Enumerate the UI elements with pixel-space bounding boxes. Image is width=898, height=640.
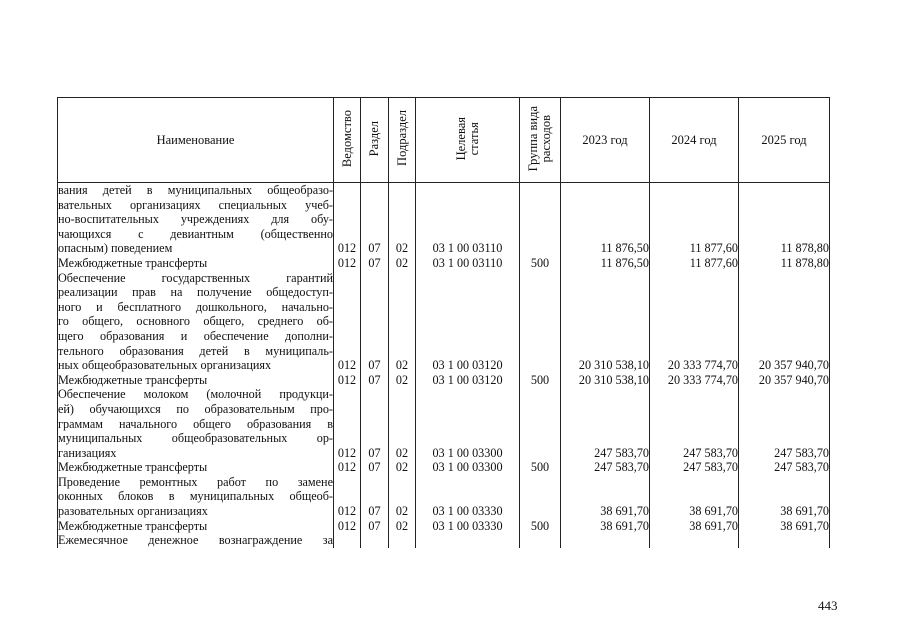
row-name: Ежемесячное денежное вознаграждение за	[58, 533, 333, 548]
row-name: Проведение ремонтных работ по замене оконных блоков в муниципальных общеоб- разовательных организациях	[58, 474, 333, 519]
row-gruppa-vida: 500	[520, 519, 561, 534]
row-celevaya-statya: 03 1 00 03330	[416, 519, 520, 534]
header-gruppa-vida-rashodov: Группа вида расходов	[520, 98, 561, 183]
header-2025: 2025 год	[739, 98, 830, 183]
table-row	[58, 183, 830, 256]
row-celevaya-statya	[416, 533, 520, 548]
table-row	[58, 460, 830, 475]
row-vedomstvo: 012	[334, 373, 361, 388]
row-razdel: 07	[361, 519, 389, 534]
row-gruppa-vida	[520, 475, 561, 519]
row-gruppa-vida	[520, 533, 561, 548]
row-value-2024: 20 333 774,70	[650, 271, 739, 373]
row-gruppa-vida: 500	[520, 460, 561, 475]
row-name: Обеспечение государственных гарантий реализации прав на получение общедоступ- ного и бесплатного дошкольного, начально- го общего, основного общего, среднего об- щего образования и обеспечение дополни- тельного образования детей в муниципаль- ных общеобразовательных организациях	[58, 270, 333, 373]
row-value-2023: 11 876,50	[561, 183, 650, 256]
row-podrazdel: 02	[389, 460, 416, 475]
row-vedomstvo: 012	[334, 271, 361, 373]
table-row	[58, 387, 830, 460]
row-value-2025	[739, 533, 830, 548]
row-gruppa-vida	[520, 271, 561, 373]
row-vedomstvo: 012	[334, 475, 361, 519]
row-value-2024: 38 691,70	[650, 519, 739, 534]
row-celevaya-statya: 03 1 00 03300	[416, 460, 520, 475]
row-name: Межбюджетные трансферты	[58, 373, 334, 388]
header-name: Наименование	[58, 98, 334, 183]
row-razdel: 07	[361, 256, 389, 271]
row-value-2025: 38 691,70	[739, 519, 830, 534]
row-value-2023: 20 310 538,10	[561, 271, 650, 373]
table-row	[58, 475, 830, 519]
row-value-2023: 11 876,50	[561, 256, 650, 271]
row-value-2025: 247 583,70	[739, 387, 830, 460]
row-razdel	[361, 533, 389, 548]
row-value-2025: 11 878,80	[739, 183, 830, 256]
row-razdel: 07	[361, 373, 389, 388]
row-celevaya-statya: 03 1 00 03110	[416, 183, 520, 256]
row-gruppa-vida: 500	[520, 256, 561, 271]
page-number: 443	[818, 598, 838, 613]
row-razdel: 07	[361, 475, 389, 519]
row-value-2023	[561, 533, 650, 548]
row-name: вания детей в муниципальных общеобразо- вательных организациях специальных учеб- но-воспитательных учреждениях для обу- чающихся с девиантным (общественно опасным) поведением	[58, 183, 333, 256]
table-row	[58, 271, 830, 373]
row-value-2023: 38 691,70	[561, 475, 650, 519]
header-2024: 2024 год	[650, 98, 739, 183]
row-podrazdel: 02	[389, 271, 416, 373]
row-value-2024: 38 691,70	[650, 475, 739, 519]
row-name: Межбюджетные трансферты	[58, 519, 334, 534]
row-value-2024	[650, 533, 739, 548]
row-value-2023: 20 310 538,10	[561, 373, 650, 388]
row-celevaya-statya: 03 1 00 03120	[416, 373, 520, 388]
row-vedomstvo	[334, 533, 361, 548]
table-header	[58, 98, 830, 183]
row-celevaya-statya: 03 1 00 03330	[416, 475, 520, 519]
row-value-2024: 247 583,70	[650, 460, 739, 475]
table-row	[58, 533, 830, 548]
row-value-2023: 247 583,70	[561, 460, 650, 475]
row-value-2025: 247 583,70	[739, 460, 830, 475]
row-value-2024: 11 877,60	[650, 256, 739, 271]
row-podrazdel: 02	[389, 373, 416, 388]
table-row	[58, 519, 830, 534]
row-value-2025: 38 691,70	[739, 475, 830, 519]
header-vedomstvo: Ведомство	[334, 98, 361, 183]
row-celevaya-statya: 03 1 00 03300	[416, 387, 520, 460]
row-gruppa-vida	[520, 387, 561, 460]
row-value-2023: 247 583,70	[561, 387, 650, 460]
row-gruppa-vida	[520, 183, 561, 256]
row-podrazdel: 02	[389, 519, 416, 534]
row-value-2025: 11 878,80	[739, 256, 830, 271]
row-name: Обеспечение молоком (молочной продукци- ей) обучающихся по образовательным про- граммам начального общего образования в муниципальных общеобразовательных ор- ганизациях	[58, 387, 333, 460]
table-body	[58, 183, 830, 548]
row-razdel: 07	[361, 183, 389, 256]
row-podrazdel: 02	[389, 256, 416, 271]
row-vedomstvo: 012	[334, 183, 361, 256]
row-value-2025: 20 357 940,70	[739, 271, 830, 373]
table-row	[58, 256, 830, 271]
row-vedomstvo: 012	[334, 460, 361, 475]
row-podrazdel: 02	[389, 475, 416, 519]
row-vedomstvo: 012	[334, 256, 361, 271]
table-row	[58, 373, 830, 388]
row-celevaya-statya: 03 1 00 03120	[416, 271, 520, 373]
row-razdel: 07	[361, 460, 389, 475]
row-podrazdel	[389, 533, 416, 548]
header-celevaya-statya: Целевая статья	[416, 98, 520, 183]
row-celevaya-statya: 03 1 00 03110	[416, 256, 520, 271]
row-value-2024: 247 583,70	[650, 387, 739, 460]
row-value-2025: 20 357 940,70	[739, 373, 830, 388]
header-podrazdel: Подраздел	[389, 98, 416, 183]
row-razdel: 07	[361, 387, 389, 460]
row-podrazdel: 02	[389, 387, 416, 460]
header-2023: 2023 год	[561, 98, 650, 183]
row-value-2024: 11 877,60	[650, 183, 739, 256]
header-razdel: Раздел	[361, 98, 389, 183]
row-value-2024: 20 333 774,70	[650, 373, 739, 388]
row-name: Межбюджетные трансферты	[58, 460, 334, 475]
row-vedomstvo: 012	[334, 387, 361, 460]
row-vedomstvo: 012	[334, 519, 361, 534]
row-name: Межбюджетные трансферты	[58, 256, 334, 271]
row-podrazdel: 02	[389, 183, 416, 256]
budget-table	[57, 97, 830, 548]
row-gruppa-vida: 500	[520, 373, 561, 388]
row-razdel: 07	[361, 271, 389, 373]
row-value-2023: 38 691,70	[561, 519, 650, 534]
